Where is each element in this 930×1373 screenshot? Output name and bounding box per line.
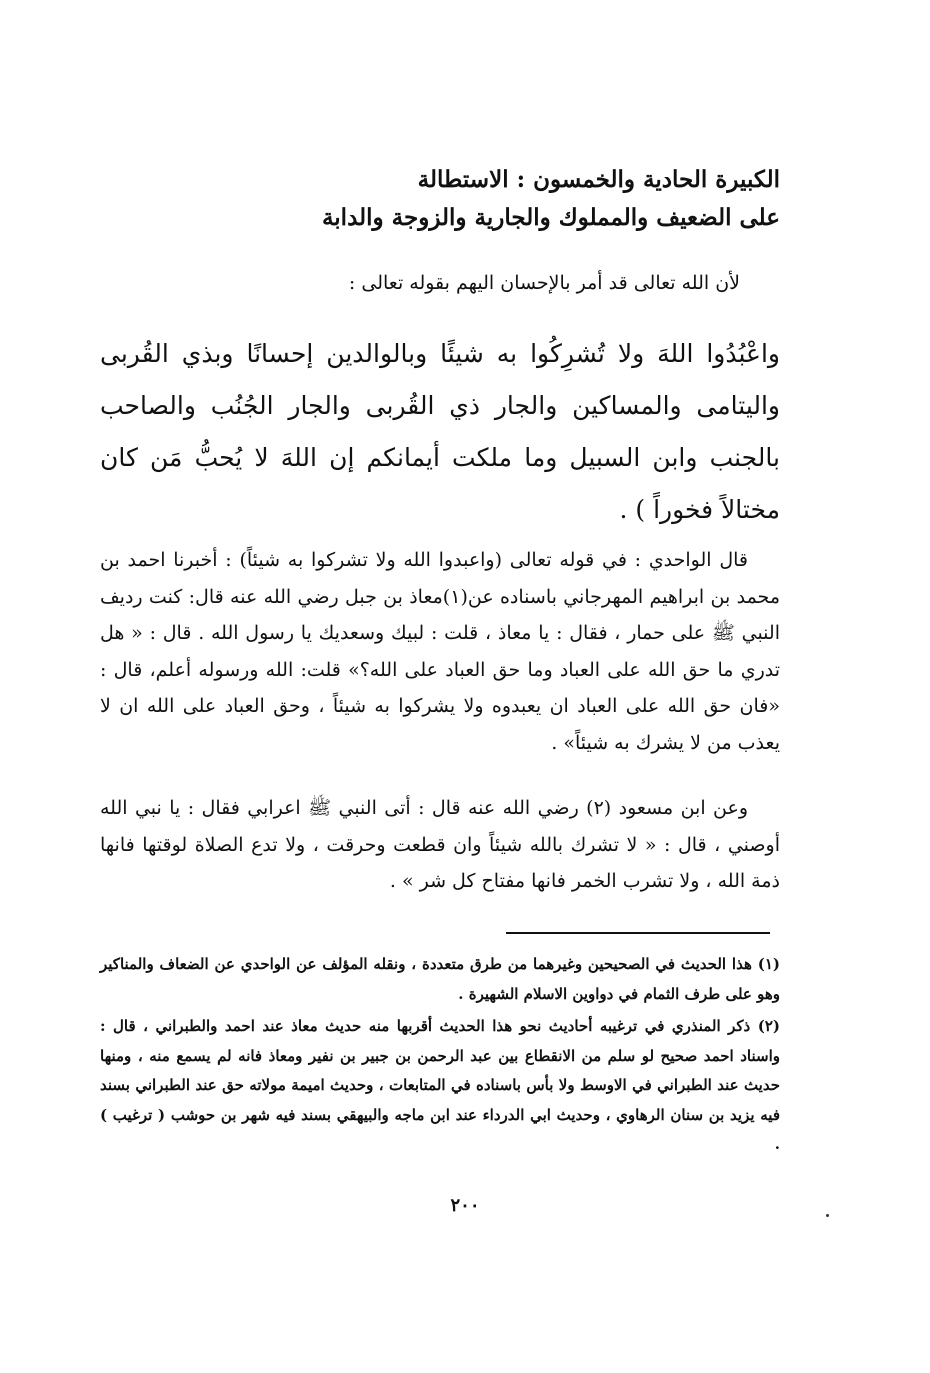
- body-paragraph-1: قال الواحدي : في قوله تعالى (واعبدوا الله ولا تشركوا به شيئاً) : أخبرنا احمد بن محمد بن ابراهيم المهرجاني باسناده عن(١)معاذ بن جبل رضي الله عنه قال: كنت رديف النبي ﷺ على حمار ، فقال : يا معاذ ، قلت : لبيك وسعديك يا رسول الله . قال : « هل تدري ما حق الله على العباد وما حق العباد على الله؟» قلت: الله ورسوله أعلم، قال : «فان حق الله على العباد ان يعبدوه ولا يشركوا به شيئاً ، وحق العباد على الله ان لا يعذب من لا يشرك به شيئاً» .: [100, 549, 780, 754]
- chapter-title-line-2: على الضعيف والمملوك والجارية والزوجة والدابة: [321, 204, 780, 231]
- footnote-divider: [506, 932, 770, 934]
- quran-verse: واعْبُدُوا اللهَ ولا تُشرِكُوا به شيئًا وبالوالدين إحسانًا وبذي القُربى واليتامى والمساكين والجار ذي القُربى والجار الجُنُب والصاحب بالجنب وابن السبيل وما ملكت أيمانكم إن اللهَ لا يُحبُّ مَن كان مختالاً فخوراً ) .: [100, 339, 780, 524]
- speck-mark: [826, 1214, 829, 1217]
- chapter-title-line-1: الكبيرة الحادية والخمسون : الاستطالة: [417, 166, 780, 193]
- footnote-2: (٢) ذكر المنذري في ترغيبه أحاديث نحو هذا الحديث أقربها منه حديث معاذ عند احمد والطبراني ، قال : واسناد احمد صحيح لو سلم من الانقطاع بين عبد الرحمن بن جبير بن نفير ومعاذ فانه لم يسمع منه ، ومنها حديث عند الطبراني في الاوسط ولا بأس باسناده في المتابعات ، وحديث اميمة مولاته حق عند الطبراني بسند فيه يزيد بن سنان الرهاوي ، وحديث ابي الدرداء عند ابن ماجه والبيهقي بسند فيه شهر بن حوشب ( ترغيب ) .: [100, 1017, 780, 1153]
- intro-text: لأن الله تعالى قد أمر بالإحسان اليهم بقوله تعالى :: [348, 272, 740, 294]
- page-number: ٢٠٠: [450, 1195, 480, 1216]
- footnote-1: (١) هذا الحديث في الصحيحين وغيرهما من طرق متعددة ، ونقله المؤلف عن الواحدي عن الضعاف والمناكير وهو على طرف الثمام في دواوين الاسلام الشهيرة .: [100, 955, 780, 1003]
- body-paragraph-2: وعن ابن مسعود (٢) رضي الله عنه قال : أتى النبي ﷺ اعرابي فقال : يا نبي الله أوصني ، قال : « لا تشرك بالله شيئاً وان قطعت وحرقت ، ولا تدع الصلاة لوقتها فانها ذمة الله ، ولا تشرب الخمر فانها مفتاح كل شر » .: [100, 797, 780, 892]
